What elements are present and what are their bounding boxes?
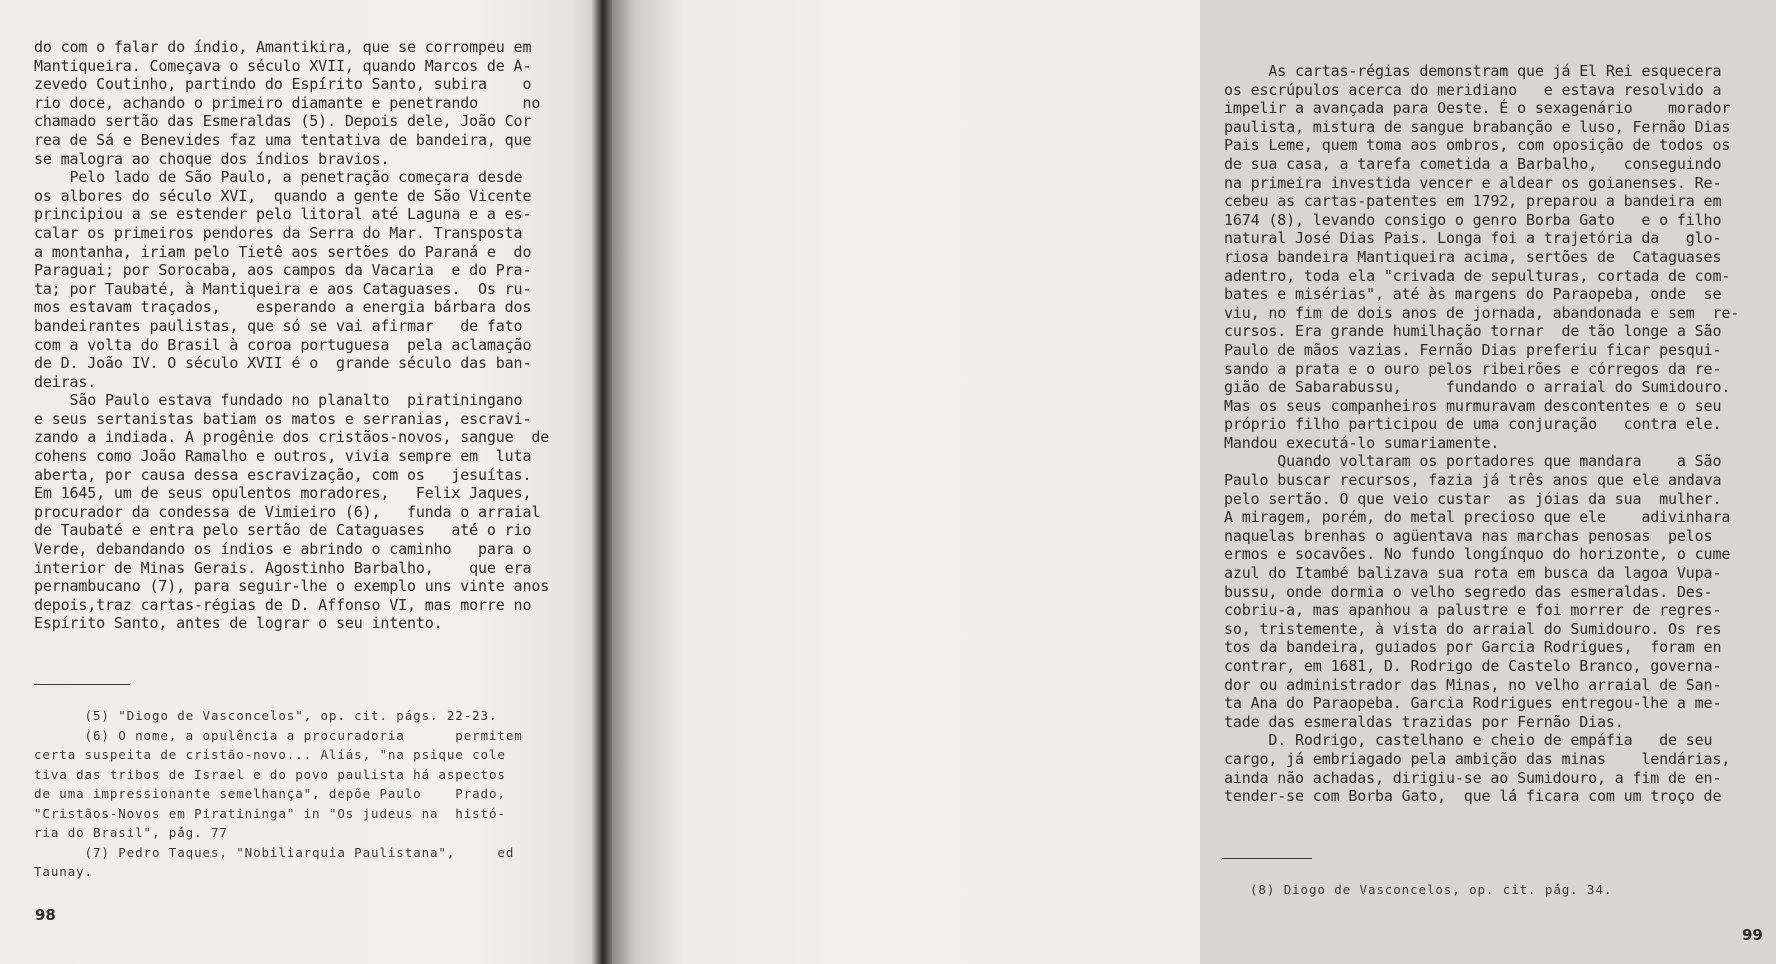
text-line: de Taubaté e entra pelo sertão de Cataguases até o rio: [34, 521, 532, 540]
text-line: naquelas brenhas o agüentava nas marchas penosas pelos: [1224, 526, 1713, 545]
text-line: D. Rodrigo, castelhano e cheio de empáfia de seu: [1224, 731, 1713, 750]
text-line: Mantiqueira. Começava o século XVII, quando Marcos de A-: [34, 56, 532, 75]
text-line: cursos. Era grande humilhação tornar de tão longe a São: [1224, 322, 1722, 341]
text-line: principiou a se estender pelo litoral até Laguna e a es-: [34, 205, 532, 224]
text-line: cobriu-a, mas apanhou a palustre e foi morrer de regres-: [1224, 601, 1722, 620]
text-line: deiras.: [34, 372, 97, 391]
text-line: so, tristemente, à vista do arraial do Sumidouro. Os res: [1224, 619, 1722, 638]
footnote-line: Taunay.: [34, 864, 93, 879]
text-line: cargo, já embriagado pela ambição das minas lendárias,: [1224, 749, 1731, 768]
text-line: A miragem, porém, do metal precioso que ele adivinhara: [1224, 508, 1731, 527]
footnote-line: certa suspeita de cristão-novo... Aliás, "na psique cole: [34, 747, 506, 762]
footnote-line: (7) Pedro Taques, "Nobiliarquia Paulistana", ed: [34, 844, 515, 860]
text-line: cohens como João Ramalho e outros, vivia sempre em luta: [34, 447, 532, 466]
left-page-footnotes: [34, 706, 582, 882]
text-line: mos estavam traçados, esperando a energia bárbara dos: [34, 298, 532, 317]
text-line: bates e misérias", até às margens do Paraopeba, onde se: [1224, 285, 1722, 304]
text-line: Mas os seus companheiros murmuravam descontentes e o seu: [1224, 396, 1722, 415]
text-line: depois,traz cartas-régias de D. Affonso VI, mas morre no: [34, 595, 532, 614]
right-footnote-rule: [1222, 858, 1312, 859]
text-line: pernambucano (7), para seguir-lhe o exemplo uns vinte anos: [34, 577, 550, 596]
text-line: cebeu as cartas-patentes em 1792, preparou a bandeira em: [1224, 192, 1722, 211]
text-line: rea de Sá e Benevides faz uma tentativa de bandeira, que: [34, 130, 532, 149]
text-line: As cartas-régias demonstram que já El Rei esquecera: [1224, 62, 1722, 80]
text-line: Espírito Santo, antes de lograr o seu intento.: [34, 614, 443, 633]
text-line: Paulo buscar recursos, fazia já três anos que ele andava: [1224, 471, 1722, 490]
text-line: ta Ana do Paraopeba. Garcia Rodrigues entregou-lhe a me-: [1224, 694, 1722, 713]
text-line: a montanha, iriam pelo Tietê aos sertões do Paraná e do: [34, 242, 532, 261]
text-line: Paraguai; por Sorocaba, aos campos da Vacaria e do Pra-: [34, 261, 532, 280]
right-page-number: 99: [1742, 926, 1763, 944]
text-line: bandeirantes paulistas, que só se vai afirmar de fato: [34, 316, 523, 335]
text-line: impelir a avançada para Oeste. É o sexagenário morador: [1224, 99, 1731, 118]
text-line: Mandou executá-lo sumariamente.: [1224, 433, 1500, 452]
text-line: dor ou administrador das Minas, no velho arraial de San-: [1224, 675, 1722, 694]
text-line: na primeira investida vencer e aldear os goianenses. Re-: [1224, 173, 1722, 192]
text-line: natural José Dias Pais. Longa foi a trajetória da glo-: [1224, 229, 1722, 248]
text-line: ermos e socavões. No fundo longínquo do horizonte, o cume: [1224, 545, 1731, 564]
left-page: [0, 0, 600, 964]
text-line: São Paulo estava fundado no planalto piratiningano: [34, 391, 523, 410]
text-line: adentro, toda ela "crivada de sepulturas, cortada de com-: [1224, 266, 1731, 285]
footnote-line: (8) Diogo de Vasconcelos, op. cit. pág. 34.: [1250, 882, 1613, 897]
text-line: do com o falar do índio, Amantikira, que se corrompeu em: [34, 38, 532, 56]
text-line: viu, no fim de dois anos de jornada, abandonada e sem re-: [1224, 303, 1740, 322]
text-line: 1674 (8), levando consigo o genro Borba Gato e o filho: [1224, 210, 1722, 229]
text-line: zando a indiada. A progênie dos cristãos-novos, sangue de: [34, 428, 550, 447]
text-line: tade das esmeraldas trazidas por Fernão Dias.: [1224, 712, 1624, 731]
footnote-line: (5) "Diogo de Vasconcelos", op. cit. págs. 22-23.: [34, 708, 498, 723]
text-line: paulista, mistura de sangue brabanção e luso, Fernão Dias: [1224, 117, 1731, 136]
text-line: Verde, debandando os índios e abrindo o caminho para o: [34, 540, 532, 559]
text-line: ainda não achadas, dirigiu-se ao Sumidouro, a fim de en-: [1224, 768, 1722, 787]
text-line: sando a prata e o ouro pelos ribeirões e córregos da re-: [1224, 359, 1722, 378]
text-line: com a volta do Brasil à coroa portuguesa pela aclamação: [34, 335, 532, 354]
text-line: calar os primeiros pendores da Serra do Mar. Transposta: [34, 223, 523, 242]
text-line: contrar, em 1681, D. Rodrigo de Castelo Branco, governa-: [1224, 657, 1722, 675]
left-page-number: 98: [35, 906, 56, 924]
text-line: Paulo de mãos vazias. Fernão Dias preferiu ficar pesqui-: [1224, 340, 1722, 359]
text-line: Pelo lado de São Paulo, a penetração começara desde: [34, 168, 523, 187]
left-page-body-text: [34, 38, 582, 633]
footnote-line: de uma impressionante semelhança", depõe Paulo Prado,: [34, 786, 506, 801]
text-line: Quando voltaram os portadores que mandara a São: [1224, 452, 1722, 471]
text-line: procurador da condessa de Vimieiro (6), funda o arraial: [34, 502, 541, 521]
text-line: os escrúpulos acerca do meridiano e estava resolvido a: [1224, 80, 1722, 99]
text-line: Em 1645, um de seus opulentos moradores, Felix Jaques,: [34, 484, 532, 503]
right-page: [600, 0, 1763, 964]
text-line: os albores do século XVI, quando a gente de São Vicente: [34, 186, 532, 205]
text-line: azul do Itambé balizava sua rota em busca da lagoa Vupa-: [1224, 564, 1722, 583]
footnote-line: (6) O nome, a opulência a procuradoria permitem: [34, 727, 523, 743]
text-line: pelo sertão. O que veio custar as jóias da sua mulher.: [1224, 489, 1722, 508]
text-line: de sua casa, a tarefa cometida a Barbalho, conseguindo: [1224, 154, 1722, 173]
text-line: aberta, por causa dessa escravização, com os jesuítas.: [34, 465, 532, 484]
footnote-line: ria do Brasil", pág. 77: [34, 825, 228, 840]
right-page-body-text: [1224, 62, 1776, 806]
text-line: se malogra ao choque dos índios bravios.: [34, 149, 390, 168]
text-line: zevedo Coutinho, partindo do Espírito Santo, subira o: [34, 75, 532, 94]
book-gutter-shadow: [592, 0, 612, 964]
text-line: rio doce, achando o primeiro diamante e penetrando no: [34, 93, 541, 112]
text-line: e seus sertanistas batiam os matos e serranias, escravi-: [34, 409, 532, 428]
text-line: tos da bandeira, guiados por Garcia Rodrigues, foram en: [1224, 638, 1722, 657]
text-line: de D. João IV. O século XVII é o grande século das ban-: [34, 354, 532, 373]
text-line: bussu, onde dormia o velho segredo das esmeraldas. Des-: [1224, 582, 1713, 601]
text-line: gião de Sabarabussu, fundando o arraial do Sumidouro.: [1224, 378, 1731, 397]
left-footnote-rule: [34, 684, 130, 685]
footnote-line: tiva das tribos de Israel e do povo paulista há aspectos: [34, 766, 506, 782]
text-line: próprio filho participou de uma conjuração contra ele.: [1224, 415, 1722, 434]
text-line: riosa bandeira Mantiqueira acima, sertões de Cataguases: [1224, 247, 1722, 266]
text-line: ta; por Taubaté, à Mantiqueira e aos Cataguases. Os ru-: [34, 279, 532, 298]
footnote-line: "Cristãos-Novos em Piratininga" in "Os judeus na histó-: [34, 805, 506, 821]
text-line: tender-se com Borba Gato, que lá ficara com um troço de: [1224, 787, 1722, 806]
text-line: chamado sertão das Esmeraldas (5). Depois dele, João Cor: [34, 112, 532, 131]
text-line: interior de Minas Gerais. Agostinho Barbalho, que era: [34, 558, 532, 577]
right-page-footnotes: [1250, 880, 1770, 900]
text-line: Pais Leme, quem toma aos ombros, com oposição de todos os: [1224, 136, 1731, 155]
